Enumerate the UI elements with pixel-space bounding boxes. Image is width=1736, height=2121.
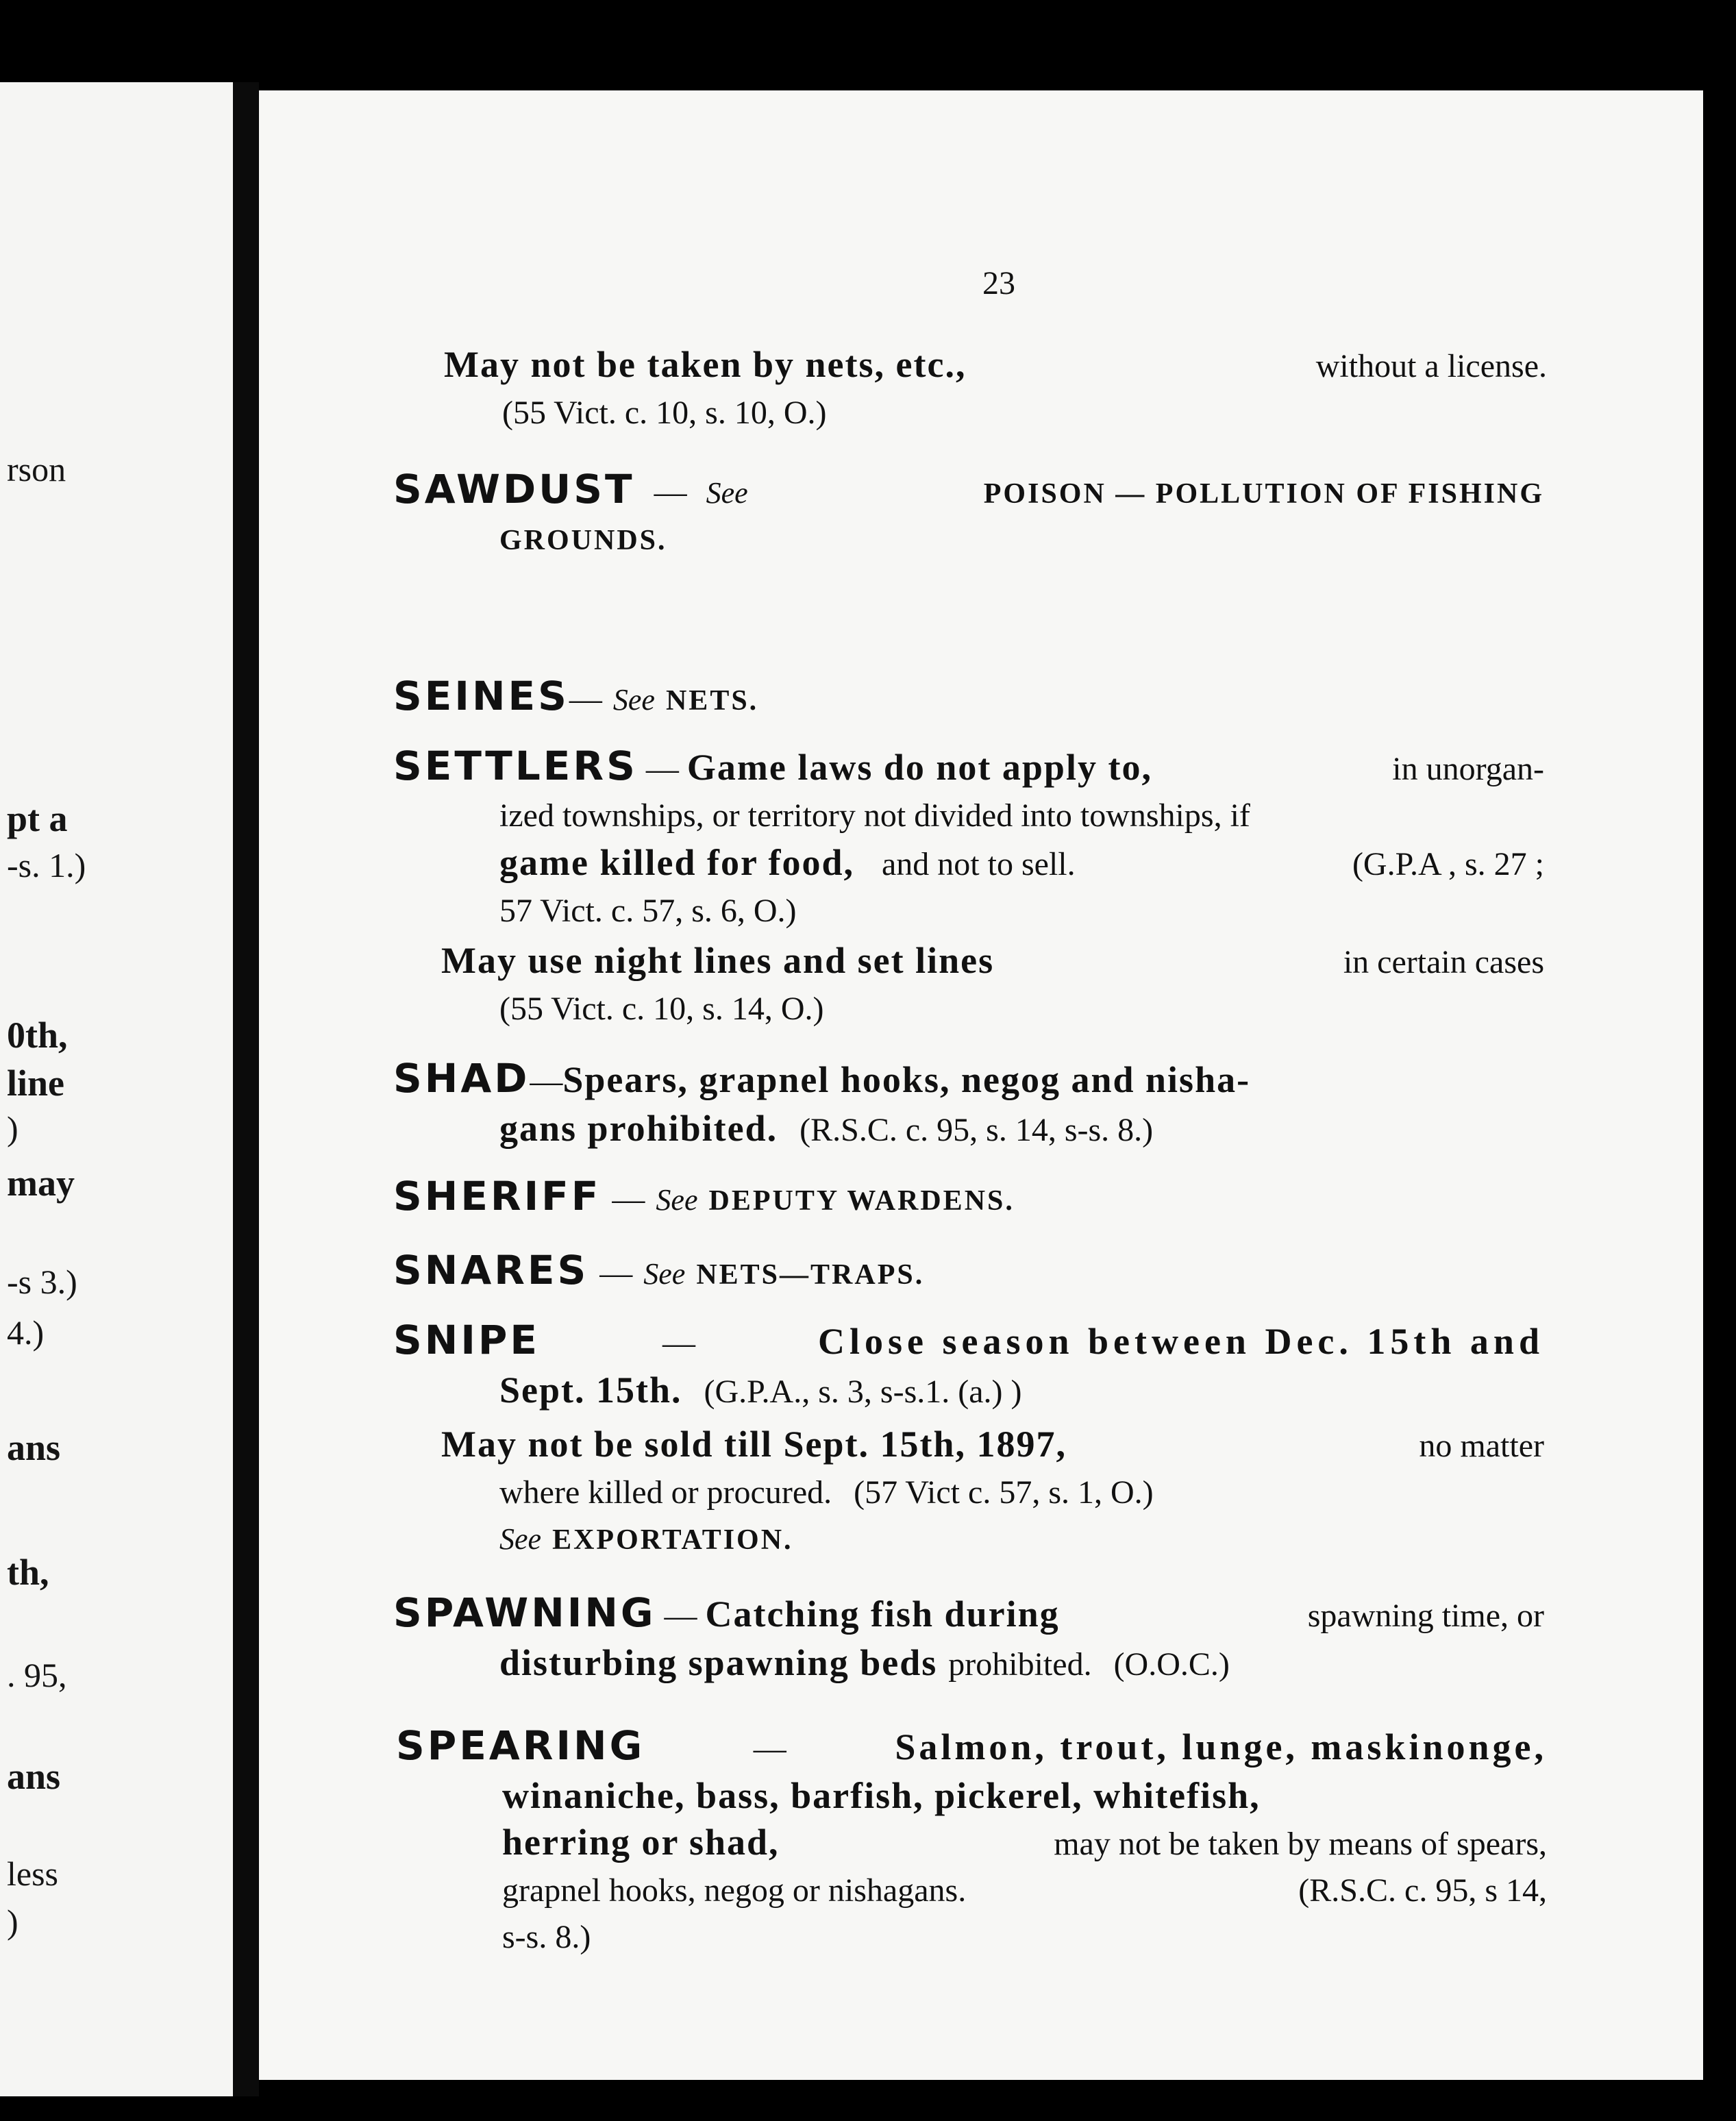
cross-reference: EXPORTATION. <box>552 1524 793 1556</box>
cross-reference: NETS—TRAPS. <box>696 1259 925 1291</box>
entry-text: no matter <box>1419 1428 1544 1464</box>
entry-bold-text: Game laws do not apply to, <box>686 747 1152 788</box>
see-label: See <box>656 1183 698 1217</box>
dash: — <box>753 1731 786 1767</box>
citation: (O.O.C.) <box>1113 1646 1230 1683</box>
entry-text: where killed or procured. <box>499 1474 832 1511</box>
entry-bold-text: May not be taken by nets, etc., <box>444 344 967 385</box>
entry-bold-text: winaniche, bass, barfish, pickerel, whitefish, <box>502 1775 1261 1816</box>
left-page-text: rson <box>7 450 66 488</box>
left-page-text: line <box>7 1063 65 1104</box>
citation: (R.S.C. c. 95, s. 14, s-s. 8.) <box>799 1112 1154 1148</box>
left-page-text: may <box>7 1163 75 1204</box>
entry-bold-text: Close season between Dec. 15th and <box>818 1321 1544 1362</box>
citation: (G.P.A., s. 3, s-s.1. (a.) ) <box>704 1374 1022 1410</box>
entry-text: prohibited. <box>948 1646 1092 1683</box>
entry-text: ized townships, or territory not divided into townships, if <box>499 797 1250 834</box>
entry-bold-text: gans prohibited. <box>499 1108 778 1149</box>
cross-reference: POISON — POLLUTION OF FISHING <box>983 478 1544 510</box>
see-label: See <box>612 683 655 717</box>
entry-bold-text: disturbing spawning beds <box>499 1642 938 1683</box>
citation: (57 Vict c. 57, s. 1, O.) <box>854 1474 1154 1511</box>
entry-shad <box>393 1055 1544 1154</box>
entry-heading: SNIPE <box>393 1317 541 1363</box>
left-page-text: th, <box>7 1552 49 1593</box>
citation: s-s. 8.) <box>502 1919 591 1955</box>
left-page-text: ) <box>7 1109 18 1148</box>
entry-bold-text: May not be sold till Sept. 15th, 1897, <box>441 1424 1067 1465</box>
cross-reference: DEPUTY WARDENS. <box>708 1185 1015 1217</box>
dash: — <box>664 1598 697 1634</box>
entry-snipe <box>393 1317 1544 1563</box>
left-page-text: ) <box>7 1902 18 1941</box>
left-page-text: ans <box>7 1427 61 1468</box>
dash: — <box>662 1325 696 1361</box>
cross-reference: NETS. <box>665 685 759 717</box>
dash: — <box>612 1181 645 1217</box>
left-page-text: 4.) <box>7 1313 45 1352</box>
citation: 57 Vict. c. 57, s. 6, O.) <box>499 893 797 929</box>
left-page-text: 0th, <box>7 1015 68 1056</box>
entry-text: and not to sell. <box>881 846 1076 882</box>
page-number: 23 <box>982 265 1015 301</box>
entry-spawning <box>393 1589 1544 1688</box>
entry-sheriff <box>393 1173 1544 1224</box>
left-page-text: ans <box>7 1756 61 1797</box>
entry-sawdust <box>393 466 1544 564</box>
entry-bold-text: game killed for food, <box>499 842 854 883</box>
left-page-text: -s 3.) <box>7 1263 77 1301</box>
entry-bold-text: Sept. 15th. <box>499 1369 682 1411</box>
citation: (55 Vict. c. 10, s. 14, O.) <box>499 991 824 1027</box>
entry-seines <box>393 673 1544 724</box>
dash: — <box>645 751 679 787</box>
see-label: See <box>643 1257 686 1291</box>
entry-heading: SETTLERS <box>393 743 638 789</box>
entry-bold-text: Catching fish during <box>705 1593 1060 1635</box>
entry-bold-text: Spears, grapnel hooks, negog and nisha- <box>562 1059 1251 1100</box>
citation: (R.S.C. c. 95, s 14, <box>1298 1872 1547 1909</box>
dash: — <box>530 1063 563 1100</box>
citation: (G.P.A , s. 27 ; <box>1352 846 1544 882</box>
dash: — <box>569 681 602 717</box>
entry-snares <box>393 1247 1544 1298</box>
entry-heading: SPAWNING <box>393 1589 656 1636</box>
left-page-text: pt a <box>7 798 68 839</box>
entry-text: may not be taken by means of spears, <box>1054 1826 1547 1862</box>
book-spine <box>233 82 259 2096</box>
entry-text: without a license. <box>1315 348 1547 384</box>
entry-bold-text: May use night lines and set lines <box>441 940 995 981</box>
entry-spearing <box>396 1722 1547 1961</box>
entry-heading: SEINES <box>393 673 569 719</box>
left-page-fragment <box>0 82 233 2096</box>
cross-reference: GROUNDS. <box>499 525 667 556</box>
left-page-text: less <box>7 1855 58 1893</box>
right-page <box>259 90 1703 2080</box>
see-label: See <box>706 476 748 510</box>
entry-text: in unorgan- <box>1392 751 1544 787</box>
entry-text: in certain cases <box>1343 944 1544 980</box>
entry-heading: SAWDUST <box>393 466 635 512</box>
entry-heading: SPEARING <box>396 1722 645 1769</box>
see-label: See <box>499 1522 542 1556</box>
entry-intro <box>396 341 1547 436</box>
entry-settlers <box>393 743 1544 1032</box>
entry-heading: SNARES <box>393 1247 589 1293</box>
entry-text: grapnel hooks, negog or nishagans. <box>502 1872 967 1909</box>
entry-heading: SHAD <box>393 1055 530 1102</box>
left-page-text: -s. 1.) <box>7 846 86 884</box>
entry-bold-text: herring or shad, <box>502 1822 780 1863</box>
dash: — <box>599 1255 633 1291</box>
left-page-text: . 95, <box>7 1656 67 1694</box>
entry-text: spawning time, or <box>1307 1598 1544 1634</box>
entry-bold-text: Salmon, trout, lunge, maskinonge, <box>895 1726 1547 1768</box>
citation: (55 Vict. c. 10, s. 10, O.) <box>502 395 827 431</box>
dash: — <box>654 474 687 510</box>
entry-heading: SHERIFF <box>393 1173 602 1219</box>
